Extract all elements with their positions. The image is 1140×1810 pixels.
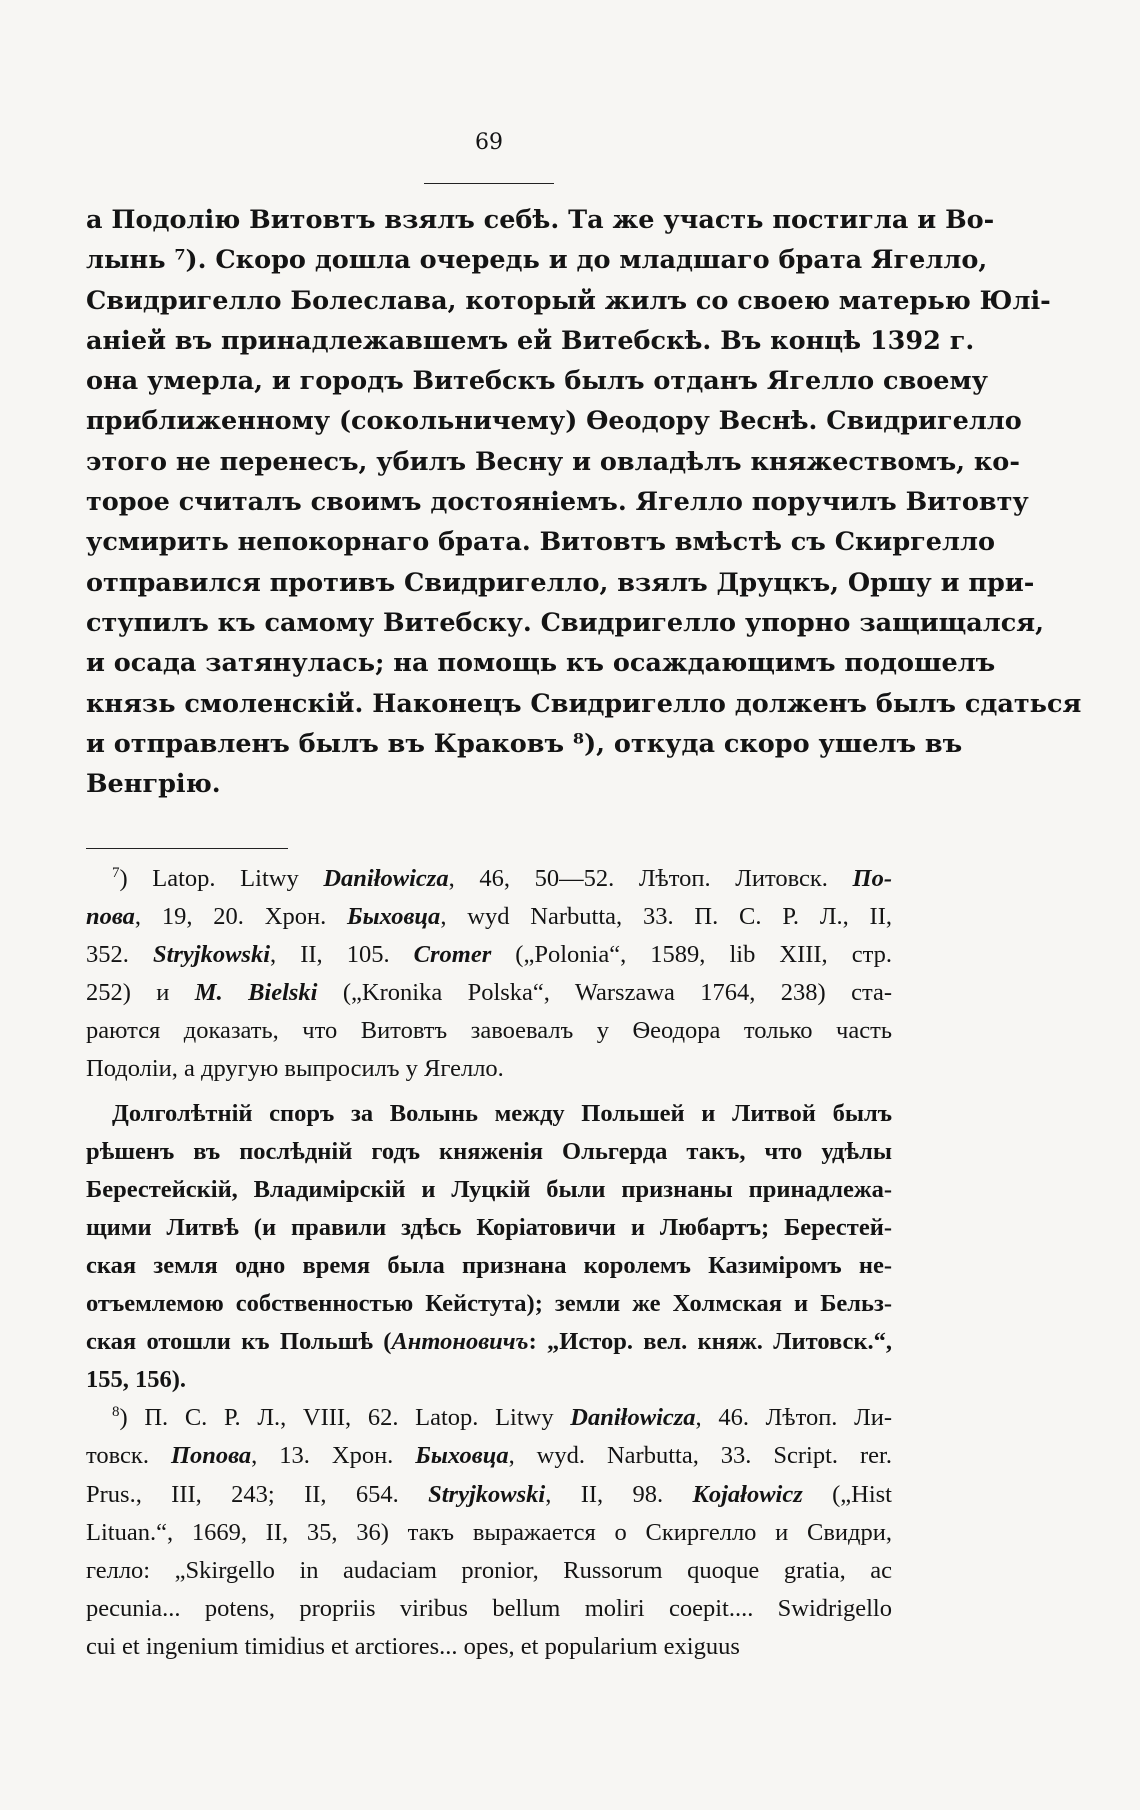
footnote-text: гелло: „Skirgello in audaciam pronior, Russorum quoque gratia, ac [86, 1556, 892, 1584]
citation-author: По- [852, 865, 893, 892]
footnote-text: щими Литвѣ (и правили здѣсь Коріатовичи и Любартъ; Берестей- [86, 1213, 892, 1241]
footnote-text: ская земля одно время была признана королемъ Казиміромъ не- [86, 1251, 892, 1279]
footnote-text: , 13. Хрон. [251, 1442, 416, 1470]
footnote-line [86, 1012, 892, 1050]
citation-author: Cromer [413, 941, 492, 969]
body-line: приближенному (сокольничему) Ѳеодору Веснѣ. Свидригелло [86, 406, 1022, 437]
footnote-text: ская отошли къ Польшѣ ( [86, 1328, 392, 1356]
footnote-line [86, 860, 892, 898]
body-line: ступилъ къ самому Витебску. Свидригелло упорно защищался, [86, 607, 1044, 638]
page-number: 69 [475, 130, 503, 155]
footnote-text: , 46, 50—52. Лѣтоп. Литовск. [448, 865, 853, 892]
footnote-text: , wyd. Narbutta, 33. Script. rer. [508, 1442, 892, 1470]
body-line: она умерла, и городъ Витебскъ былъ отданъ Ягелло своему [86, 366, 988, 397]
citation-author: Stryjkowski [152, 941, 271, 969]
citation-author: M. Bielski [194, 979, 318, 1007]
footnote-line [86, 974, 892, 1012]
body-line: а Подолію Витовтъ взялъ себѣ. Та же участь постигла и Во- [86, 205, 995, 235]
footnote-text: („Kronika Polska“, Warszawa 1764, 238) ста- [317, 979, 892, 1007]
footnote-text: , 46. Лѣтоп. Ли- [695, 1404, 892, 1432]
footnote-line [86, 936, 892, 974]
footnote-text: отъемлемою собственностью Кейстута); земли же Холмская и Бельз- [86, 1290, 892, 1318]
footnote-text: , II, 98. [545, 1480, 693, 1508]
citation-author: Попова [170, 1442, 252, 1470]
footnote-text: 352. [86, 941, 153, 969]
footnote-line [86, 1361, 892, 1399]
footnote-line [86, 1171, 892, 1209]
footnote-text: ) П. С. Р. Л., VIII, 62. Latop. Litwy [119, 1404, 571, 1432]
footnote-text: 155, 156). [86, 1366, 187, 1394]
footnote-line [86, 1590, 892, 1628]
footnote-line [86, 1285, 892, 1323]
footnote-text: („Polonia“, 1589, lib XIII, стр. [491, 941, 892, 969]
citation-author: Daniłowicza [323, 865, 449, 892]
footnotes [86, 856, 892, 1666]
body-line: этого не перенесъ, убилъ Весну и овладѣлъ княжествомъ, ко- [86, 446, 1020, 477]
footnote-line [86, 898, 892, 936]
footnote-text: : „Истор. вел. княж. Литовск.“, [528, 1328, 892, 1356]
footnote-line [86, 1628, 892, 1666]
footnote-text: cui et ingenium timidius et arctiores... opes, et popularium exiguus [86, 1632, 740, 1660]
footnote-text: ) Latop. Litwy [119, 865, 324, 892]
footnote-text: раются доказать, что Витовтъ завоевалъ у Ѳеодора только часть [86, 1017, 892, 1045]
citation-author: Kojałowicz [692, 1480, 803, 1508]
footnote-text: , 19, 20. Хрон. [134, 903, 348, 931]
footnote-line [86, 1095, 892, 1133]
footnote-text: Prus., III, 243; II, 654. [86, 1480, 429, 1508]
citation-author: Daniłowicza [570, 1404, 696, 1432]
body-line: торое считалъ своимъ достояніемъ. Ягелло поручилъ Витовту [86, 487, 1029, 518]
body-line: аніей въ принадлежавшемъ ей Витебскѣ. Въ концѣ 1392 г. [86, 325, 975, 356]
footnote-line [86, 1247, 892, 1285]
citation-author: Stryjkowski [428, 1480, 546, 1508]
citation-author: пова [86, 903, 135, 931]
footnote-text: („Hist [802, 1480, 892, 1508]
footnote-separator [86, 848, 288, 849]
footnote-text: 252) и [86, 979, 195, 1007]
footnote-line [86, 1133, 892, 1171]
footnote-line [86, 1399, 892, 1437]
body-line: и осада затянулась; на помощь къ осаждающимъ подошелъ [86, 648, 996, 679]
main-body-text [86, 200, 1082, 804]
footnote-marker: 7 [112, 865, 120, 881]
body-line: отправился противъ Свидригелло, взялъ Друцкъ, Оршу и при- [86, 567, 1035, 598]
footnote-line [86, 1552, 892, 1590]
footnote-text: рѣшенъ въ послѣдній годъ княженія Ольгерда такъ, что удѣлы [86, 1137, 892, 1165]
footnote-line [86, 1050, 892, 1088]
body-line: князь смоленскій. Наконецъ Свидригелло долженъ былъ сдаться [86, 688, 1082, 719]
footnote-text: , II, 105. [270, 941, 414, 969]
footnote-text: , wyd Narbutta, 33. П. С. Р. Л., II, [440, 903, 892, 931]
footnote-text: pecunia... potens, propriis viribus bellum moliri coepit.... Swidrigello [86, 1594, 892, 1622]
body-line: Свидригелло Болеслава, который жилъ со своею матерью Юлі- [86, 285, 1051, 316]
footnote-text: Подоліи, а другую выпросилъ у Ягелло. [86, 1055, 504, 1083]
footnote-marker: 8 [112, 1404, 120, 1421]
body-line: лынь ⁷). Скоро дошла очередь и до младшаго брата Ягелло, [86, 245, 988, 276]
footnote-line [86, 1514, 892, 1552]
footnote-line [86, 1209, 892, 1247]
footnote-line [86, 1437, 892, 1475]
footnote-line [86, 1323, 892, 1361]
body-line: Венгрію. [86, 769, 221, 800]
body-line: и отправленъ былъ въ Краковъ ⁸), откуда скоро ушелъ въ [86, 728, 963, 759]
footnote-text: Долголѣтній споръ за Волынь между Польшей и Литвой былъ [112, 1099, 892, 1127]
footnote-text: товск. [86, 1442, 171, 1470]
citation-author: Антоновичъ [391, 1328, 529, 1356]
footnote-text: Lituan.“, 1669, II, 35, 36) такъ выражается о Скиргелло и Свидри, [86, 1518, 892, 1546]
footnote-text: Берестейскій, Владимірскій и Луцкій были признаны принадлежа- [86, 1175, 892, 1203]
page-number-rule [424, 183, 554, 184]
body-line: усмирить непокорнаго брата. Витовтъ вмѣстѣ съ Скиргелло [86, 527, 995, 558]
footnote-line [86, 1476, 892, 1514]
citation-author: Быховца [347, 903, 441, 931]
citation-author: Быховца [415, 1442, 509, 1470]
